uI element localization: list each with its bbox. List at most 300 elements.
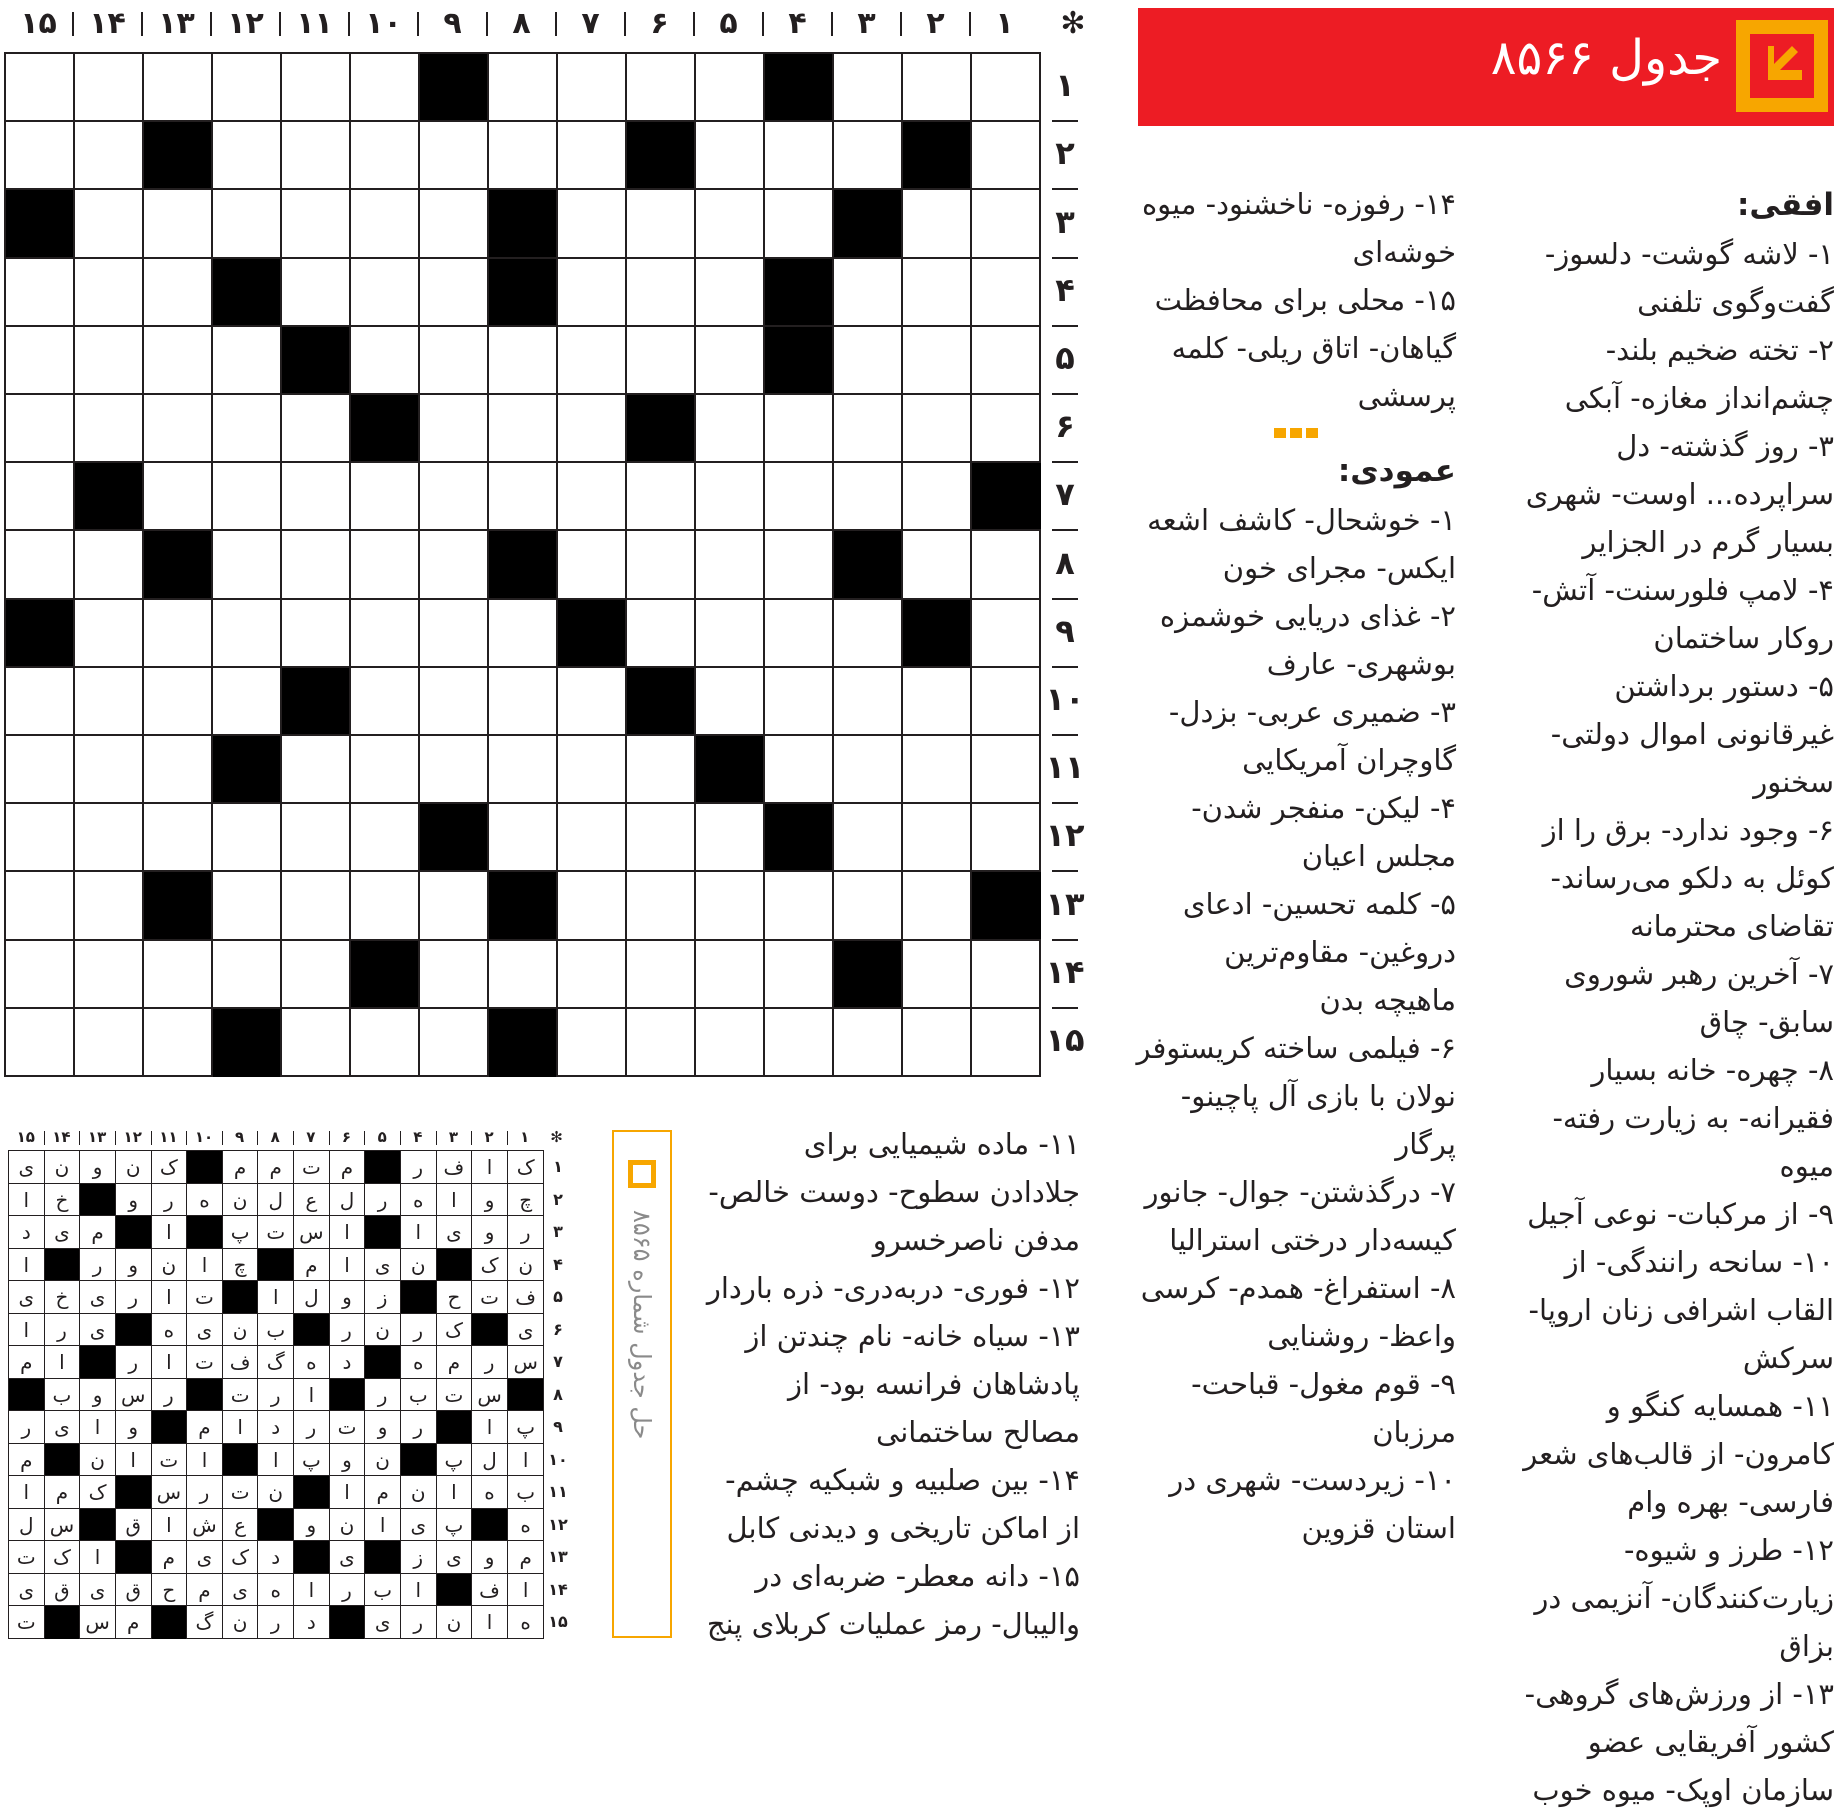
solution-cell: ک [223,1541,259,1574]
grid-cell[interactable] [144,327,213,395]
grid-cell[interactable] [696,1009,765,1077]
solution-column-separator [115,1131,116,1145]
grid-cell[interactable] [75,941,144,1009]
grid-cell[interactable] [351,872,420,940]
grid-cell[interactable] [558,668,627,736]
solution-cell: ی [437,1541,473,1574]
grid-cell[interactable] [972,1009,1041,1077]
grid-cell[interactable] [75,122,144,190]
grid-cell[interactable] [75,395,144,463]
grid-block [420,804,489,872]
grid-block [834,531,903,599]
grid-cell[interactable] [627,327,696,395]
grid-cell[interactable] [903,463,972,531]
grid-cell[interactable] [144,668,213,736]
grid-cell[interactable] [903,54,972,122]
grid-cell[interactable] [558,259,627,327]
grid-cell[interactable] [765,463,834,531]
grid-cell[interactable] [6,395,75,463]
grid-cell[interactable] [696,54,765,122]
solution-cell: ا [9,1249,45,1282]
grid-cell[interactable] [972,395,1041,463]
solution-block [365,1346,401,1379]
row-number: ۳ [1055,202,1075,241]
solution-cell: ه [294,1346,330,1379]
grid-cell[interactable] [627,941,696,1009]
grid-cell[interactable] [696,259,765,327]
solution-block [294,1314,330,1347]
grid-cell[interactable] [213,804,282,872]
solution-column-number: ۹ [235,1128,245,1146]
grid-cell[interactable] [489,941,558,1009]
grid-cell[interactable] [6,463,75,531]
horizontal-clue: ۹- از مرکبات- نوعی آجیل [1527,1197,1834,1231]
grid-cell[interactable] [420,259,489,327]
grid-cell[interactable] [282,804,351,872]
solution-block [472,1509,508,1542]
grid-cell[interactable] [144,804,213,872]
grid-cell[interactable] [420,872,489,940]
grid-cell[interactable] [6,872,75,940]
grid-cell[interactable] [213,54,282,122]
column-number: ۱۲ [227,6,264,41]
grid-cell[interactable] [765,122,834,190]
vertical-clue: ۱۲- فوری- دربه‌دری- ذره باردار [706,1271,1080,1305]
solution-column-separator [507,1131,508,1145]
solution-column-number: ۱ [520,1128,530,1146]
grid-cell[interactable] [213,327,282,395]
grid-cell[interactable] [696,395,765,463]
grid-cell[interactable] [903,1009,972,1077]
solution-cell: م [45,1476,81,1509]
grid-cell[interactable] [903,941,972,1009]
grid-cell[interactable] [213,941,282,1009]
solution-cell: ا [294,1574,330,1607]
grid-cell[interactable] [627,804,696,872]
row-separator [1052,802,1078,804]
solution-cell: ا [152,1346,188,1379]
grid-cell[interactable] [765,395,834,463]
grid-cell[interactable] [903,395,972,463]
solution-cell: د [258,1411,294,1444]
grid-cell[interactable] [213,395,282,463]
grid-cell[interactable] [903,259,972,327]
solution-cell: ل [472,1444,508,1477]
column-number: ۱۱ [296,6,333,41]
grid-cell[interactable] [972,531,1041,599]
grid-cell[interactable] [420,122,489,190]
grid-cell[interactable] [75,54,144,122]
solution-cell: ی [187,1541,223,1574]
grid-cell[interactable] [489,736,558,804]
grid-cell[interactable] [765,531,834,599]
grid-cell[interactable] [351,1009,420,1077]
solution-cell: م [223,1151,259,1184]
grid-cell[interactable] [6,804,75,872]
grid-cell[interactable] [6,54,75,122]
grid-cell[interactable] [627,259,696,327]
solution-cell: چ [223,1249,259,1282]
grid-cell[interactable] [834,1009,903,1077]
row-separator [1052,393,1078,395]
grid-cell[interactable] [213,668,282,736]
grid-cell[interactable] [765,600,834,668]
grid-cell[interactable] [558,327,627,395]
grid-cell[interactable] [6,259,75,327]
grid-cell[interactable] [696,122,765,190]
grid-cell[interactable] [420,736,489,804]
grid-cell[interactable] [834,600,903,668]
grid-cell[interactable] [903,190,972,258]
grid-cell[interactable] [972,941,1041,1009]
grid-block [282,327,351,395]
solution-block [80,1509,116,1542]
grid-cell[interactable] [420,668,489,736]
grid-cell[interactable] [627,54,696,122]
solution-cell: و [116,1411,152,1444]
grid-cell[interactable] [282,54,351,122]
grid-cell[interactable] [834,259,903,327]
grid-cell[interactable] [420,463,489,531]
solution-column-number: ۱۴ [52,1128,71,1146]
grid-cell[interactable] [420,600,489,668]
solution-cell: م [508,1541,544,1574]
grid-cell[interactable] [282,463,351,531]
solution-label-panel [612,1130,672,1638]
grid-cell[interactable] [489,54,558,122]
grid-cell[interactable] [75,804,144,872]
solution-cell: ن [508,1249,544,1282]
grid-cell[interactable] [75,327,144,395]
grid-cell[interactable] [6,668,75,736]
horizontal-clue: ۴- لامپ فلورسنت- آتش- روکار ساختمان [1531,573,1834,655]
grid-cell[interactable] [282,531,351,599]
grid-cell[interactable] [420,531,489,599]
solution-cell: ب [45,1379,81,1412]
grid-cell[interactable] [144,395,213,463]
grid-cell[interactable] [351,463,420,531]
grid-cell[interactable] [558,736,627,804]
grid-cell[interactable] [558,122,627,190]
grid-cell[interactable] [489,463,558,531]
vertical-clue: ۵- کلمه تحسین- ادعای دروغین- مقاوم‌ترین ماهیچه بدن [1182,887,1456,1017]
solution-cell: ب [365,1574,401,1607]
solution-cell: ر [152,1379,188,1412]
solution-cell: ل [330,1184,366,1217]
grid-cell[interactable] [696,872,765,940]
grid-cell[interactable] [6,327,75,395]
grid-cell[interactable] [903,872,972,940]
grid-cell[interactable] [213,600,282,668]
solution-cell: ه [401,1346,437,1379]
solution-column-number: ۱۵ [16,1128,35,1146]
row-number: ۱۰ [1045,679,1085,718]
grid-cell[interactable] [420,190,489,258]
grid-cell[interactable] [420,395,489,463]
grid-block [282,668,351,736]
grid-cell[interactable] [972,259,1041,327]
grid-cell[interactable] [144,190,213,258]
grid-cell[interactable] [558,531,627,599]
grid-cell[interactable] [765,736,834,804]
grid-cell[interactable] [972,736,1041,804]
grid-cell[interactable] [213,463,282,531]
grid-cell[interactable] [696,804,765,872]
solution-cell: ب [508,1476,544,1509]
grid-cell[interactable] [834,872,903,940]
grid-cell[interactable] [144,259,213,327]
solution-cell: ا [508,1444,544,1477]
solution-cell: ر [116,1281,152,1314]
grid-cell[interactable] [75,190,144,258]
grid-cell[interactable] [489,122,558,190]
horizontal-heading: افقی: [1737,187,1834,223]
grid-cell[interactable] [627,872,696,940]
grid-cell[interactable] [420,1009,489,1077]
solution-cell: ا [294,1379,330,1412]
grid-cell[interactable] [282,190,351,258]
grid-cell[interactable] [972,804,1041,872]
grid-cell[interactable] [765,941,834,1009]
grid-cell[interactable] [558,54,627,122]
solution-row-number: ۵ [553,1287,563,1307]
solution-cell: و [472,1184,508,1217]
grid-cell[interactable] [282,122,351,190]
grid-cell[interactable] [351,54,420,122]
grid-cell[interactable] [420,327,489,395]
solution-cell: و [116,1249,152,1282]
solution-cell: ا [330,1216,366,1249]
column-number: ۷ [581,6,600,41]
grid-cell[interactable] [75,736,144,804]
grid-block [834,190,903,258]
grid-cell[interactable] [351,122,420,190]
grid-cell[interactable] [213,872,282,940]
grid-cell[interactable] [213,190,282,258]
grid-cell[interactable] [627,531,696,599]
grid-block [558,600,627,668]
grid-cell[interactable] [75,668,144,736]
grid-cell[interactable] [627,190,696,258]
solution-row-number: ۴ [553,1254,563,1274]
grid-cell[interactable] [558,190,627,258]
grid-cell[interactable] [765,872,834,940]
solution-cell: ا [116,1444,152,1477]
grid-cell[interactable] [558,804,627,872]
solution-block [223,1444,259,1477]
grid-cell[interactable] [696,463,765,531]
row-separator [1052,257,1078,259]
row-separator [1052,666,1078,668]
solution-block [187,1379,223,1412]
grid-cell[interactable] [213,531,282,599]
grid-cell[interactable] [903,327,972,395]
grid-cell[interactable] [627,1009,696,1077]
grid-cell[interactable] [282,600,351,668]
solution-cell: س [294,1216,330,1249]
grid-cell[interactable] [558,463,627,531]
grid-cell[interactable] [972,122,1041,190]
grid-cell[interactable] [972,54,1041,122]
solution-cell: ف [223,1346,259,1379]
puzzle-title: جدول ۸۵۶۶ [1490,30,1722,86]
grid-cell[interactable] [489,804,558,872]
grid-cell[interactable] [696,600,765,668]
solution-cell: م [187,1411,223,1444]
grid-cell[interactable] [351,804,420,872]
solution-cell: و [365,1411,401,1444]
grid-cell[interactable] [834,54,903,122]
grid-cell[interactable] [351,531,420,599]
grid-cell[interactable] [765,190,834,258]
horizontal-clue: ۵- دستور برداشتن غیرقانونی اموال دولتی- سخنور [1550,669,1834,799]
grid-cell[interactable] [144,600,213,668]
grid-cell[interactable] [834,668,903,736]
grid-cell[interactable] [6,941,75,1009]
solution-cell: ق [116,1574,152,1607]
grid-cell[interactable] [489,600,558,668]
grid-cell[interactable] [282,259,351,327]
grid-cell[interactable] [558,941,627,1009]
grid-cell[interactable] [75,1009,144,1077]
grid-cell[interactable] [144,736,213,804]
grid-cell[interactable] [489,395,558,463]
grid-cell[interactable] [213,122,282,190]
grid-cell[interactable] [75,600,144,668]
grid-cell[interactable] [765,1009,834,1077]
grid-block [144,122,213,190]
puzzle-header [1138,8,1834,126]
grid-cell[interactable] [351,600,420,668]
solution-cell: م [9,1346,45,1379]
grid-cell[interactable] [75,259,144,327]
solution-row-number: ۱۵ [548,1612,568,1632]
solution-cell: ر [187,1476,223,1509]
grid-cell[interactable] [903,668,972,736]
solution-cell: د [294,1606,330,1639]
grid-cell[interactable] [765,668,834,736]
grid-cell[interactable] [834,463,903,531]
grid-cell[interactable] [282,1009,351,1077]
grid-cell[interactable] [558,872,627,940]
grid-cell[interactable] [558,395,627,463]
grid-cell[interactable] [696,531,765,599]
grid-cell[interactable] [489,668,558,736]
grid-cell[interactable] [351,327,420,395]
grid-cell[interactable] [6,122,75,190]
grid-cell[interactable] [420,941,489,1009]
grid-cell[interactable] [696,941,765,1009]
grid-cell[interactable] [903,736,972,804]
solution-block [437,1249,473,1282]
grid-cell[interactable] [627,736,696,804]
grid-cell[interactable] [6,1009,75,1077]
grid-cell[interactable] [75,872,144,940]
solution-row-number: ۱۴ [548,1579,568,1599]
solution-block [294,1476,330,1509]
grid-block [351,941,420,1009]
solution-cell: ر [508,1216,544,1249]
grid-cell[interactable] [144,463,213,531]
grid-cell[interactable] [834,327,903,395]
grid-cell[interactable] [282,872,351,940]
solution-cell: م [80,1216,116,1249]
grid-cell[interactable] [834,395,903,463]
grid-block [6,190,75,258]
grid-cell[interactable] [903,531,972,599]
solution-cell: م [437,1346,473,1379]
grid-cell[interactable] [75,531,144,599]
grid-cell[interactable] [282,395,351,463]
grid-cell[interactable] [351,259,420,327]
grid-block [213,736,282,804]
grid-cell[interactable] [627,600,696,668]
grid-cell[interactable] [144,941,213,1009]
solution-block [365,1151,401,1184]
solution-cell: ا [365,1509,401,1542]
horizontal-clue: ۱۰- سانحه رانندگی- از القاب اشرافی زنان اروپا- سرکش [1528,1245,1834,1375]
grid-cell[interactable] [972,327,1041,395]
solution-column-separator [400,1131,401,1145]
solution-block [45,1249,81,1282]
solution-cell: ه [508,1509,544,1542]
row-number: ۶ [1055,407,1075,446]
grid-cell[interactable] [696,668,765,736]
solution-cell: ه [258,1574,294,1607]
grid-cell[interactable] [144,1009,213,1077]
grid-cell[interactable] [6,736,75,804]
grid-cell[interactable] [834,736,903,804]
grid-cell[interactable] [144,54,213,122]
grid-cell[interactable] [351,736,420,804]
grid-cell[interactable] [834,804,903,872]
solution-cell: ت [294,1151,330,1184]
grid-cell[interactable] [282,941,351,1009]
grid-cell[interactable] [972,190,1041,258]
solution-cell: پ [508,1411,544,1444]
solution-block [258,1249,294,1282]
grid-cell[interactable] [696,327,765,395]
grid-cell[interactable] [972,600,1041,668]
solution-row-number: ۲ [553,1189,563,1209]
solution-column-separator [222,1131,223,1145]
solution-cell: ل [294,1281,330,1314]
row-number: ۷ [1055,475,1075,514]
solution-column-number: ۸ [270,1128,280,1146]
solution-cell: ت [223,1476,259,1509]
row-number: ۹ [1055,611,1075,650]
solution-cell: ت [152,1444,188,1477]
grid-cell[interactable] [489,327,558,395]
horizontal-clue: ۸- چهره- خانه بسیار فقیرانه- به زیارت رفته- میوه [1552,1053,1834,1183]
column-number: ۸ [512,6,531,41]
grid-cell[interactable] [696,190,765,258]
grid-cell[interactable] [282,736,351,804]
solution-cell: و [294,1509,330,1542]
grid-cell[interactable] [6,531,75,599]
grid-cell[interactable] [903,804,972,872]
grid-cell[interactable] [351,190,420,258]
column-number: ۶ [650,6,669,41]
row-separator [1052,461,1078,463]
solution-block [330,1379,366,1412]
grid-cell[interactable] [627,463,696,531]
grid-cell[interactable] [558,1009,627,1077]
grid-cell[interactable] [834,122,903,190]
solution-column-number: ۱۲ [123,1128,142,1146]
grid-cell[interactable] [972,668,1041,736]
grid-cell[interactable] [351,668,420,736]
